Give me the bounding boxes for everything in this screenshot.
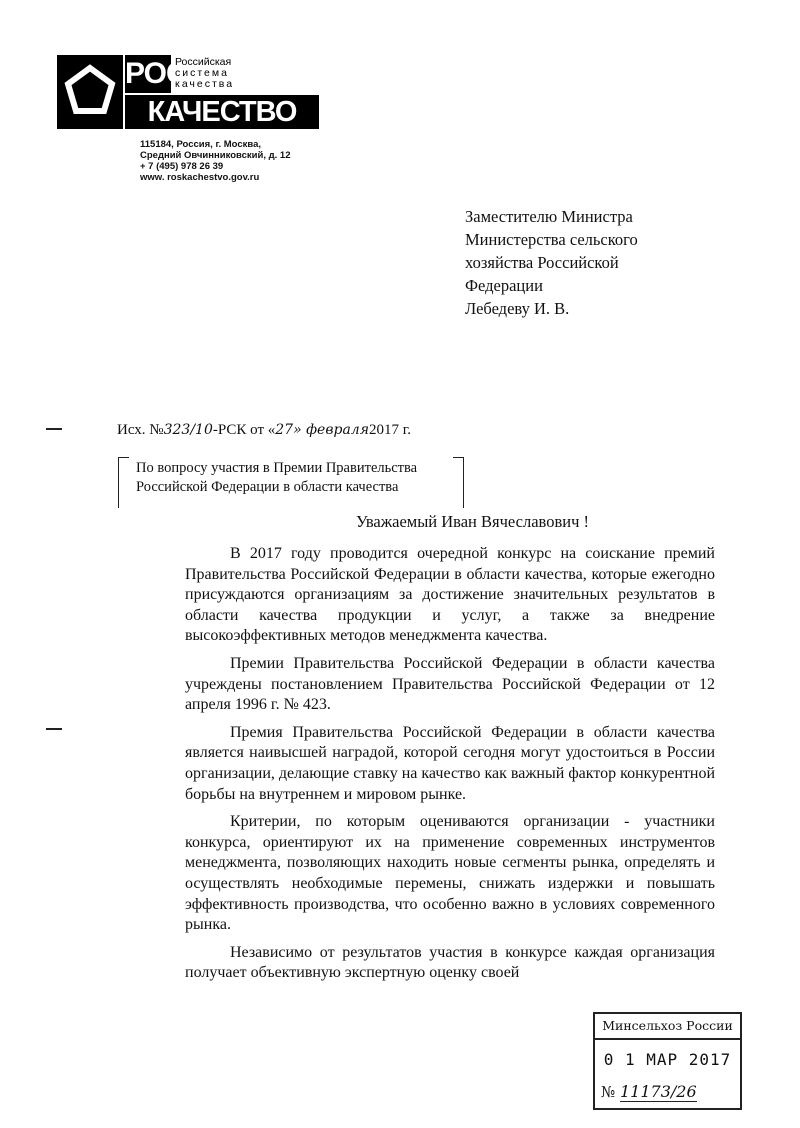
- outgoing-middle: -РСК от «: [212, 422, 276, 438]
- sender-address: [140, 139, 290, 183]
- addressee-line: Министерства сельского: [465, 230, 638, 249]
- addressee-block: [465, 205, 638, 320]
- sender-line: www. roskachestvo.gov.ru: [140, 172, 260, 183]
- logo-subtitle-line: качества: [175, 78, 235, 90]
- outgoing-year: 2017 г.: [368, 422, 411, 438]
- stamp-organization: Минсельхоз России: [595, 1014, 740, 1040]
- paragraph: В 2017 году проводится очередной конкурс на соискание премий Правительства Российской Федерации в области качества, которые ежегодно присуждаются организациям за достижение значительных результатов в области качества продукции и услуг, а также за внедрение высокоэффективных методов менеджмента качества.: [185, 545, 715, 645]
- outgoing-date: 27» февраля: [275, 422, 369, 438]
- addressee-line: Заместителю Министра: [465, 207, 633, 226]
- subject-line: По вопросу участия в Премии Правительства: [136, 460, 418, 476]
- addressee-line: Лебедеву И. В.: [465, 299, 570, 318]
- outgoing-prefix: Исх. №: [117, 422, 164, 438]
- subject-line: Российской Федерации в области качества: [136, 479, 399, 495]
- punch-mark: [46, 428, 62, 430]
- logo-subtitle: [175, 57, 319, 90]
- paragraph: Независимо от результатов участия в конкурсе каждая организация получает объективную экспертную оценку своей: [185, 943, 715, 982]
- outgoing-number: 323/10: [163, 422, 213, 438]
- stamp-number: [601, 1082, 697, 1101]
- paragraph: Премии Правительства Российской Федерации в области качества учреждены постановлением Правительства Российской Федерации от 12 апреля 1996 г. № 423.: [185, 654, 715, 714]
- stamp-date: 0 1 МАР 2017: [603, 1050, 732, 1069]
- sender-line: Средний Овчинниковский, д. 12: [140, 150, 291, 161]
- outgoing-reference: [117, 422, 411, 439]
- addressee-line: хозяйства Российской: [465, 253, 619, 272]
- greeting: Уважаемый Иван Вячеславович !: [356, 512, 589, 531]
- paragraph: Критерии, по которым оцениваются организации - участники конкурса, ориентируют их на применение современных инструментов менеджмента, позволяющих находить новые сегменты рынка, определять и осуществлять необходимые перемены, снижать издержки и повышать эффективность производства, что особенно важно в условиях современного рынка.: [185, 813, 715, 934]
- stamp-number-value: 11173/26: [619, 1082, 697, 1101]
- punch-mark: [46, 728, 62, 730]
- logo-subtitle-line: Российская: [175, 56, 232, 68]
- paragraph: Премия Правительства Российской Федерации в области качества является наивысшей наградой, которой сегодня могут удостоиться в России организации, делающие ставку на качество как важный фактор конкурентной борьбы на внутреннем и мировом рынке.: [185, 723, 715, 803]
- letter-body: [185, 544, 715, 991]
- sender-line: + 7 (495) 978 26 39: [140, 161, 224, 172]
- logo-ros-text: РОС: [125, 55, 171, 93]
- bracket-left: [118, 457, 129, 508]
- addressee-line: Федерации: [465, 276, 543, 295]
- bracket-right: [453, 457, 464, 508]
- logo-kachestvo-text: КАЧЕСТВО: [125, 95, 319, 129]
- pentagon-logo-icon: [57, 55, 123, 129]
- logo-subtitle-line: система: [175, 67, 229, 79]
- registration-stamp: [593, 1012, 742, 1110]
- roskachestvo-logo: [57, 55, 319, 129]
- subject-text: [136, 459, 417, 497]
- stamp-number-prefix: №: [601, 1083, 616, 1101]
- subject-block: [118, 457, 464, 507]
- sender-line: 115184, Россия, г. Москва,: [140, 139, 262, 150]
